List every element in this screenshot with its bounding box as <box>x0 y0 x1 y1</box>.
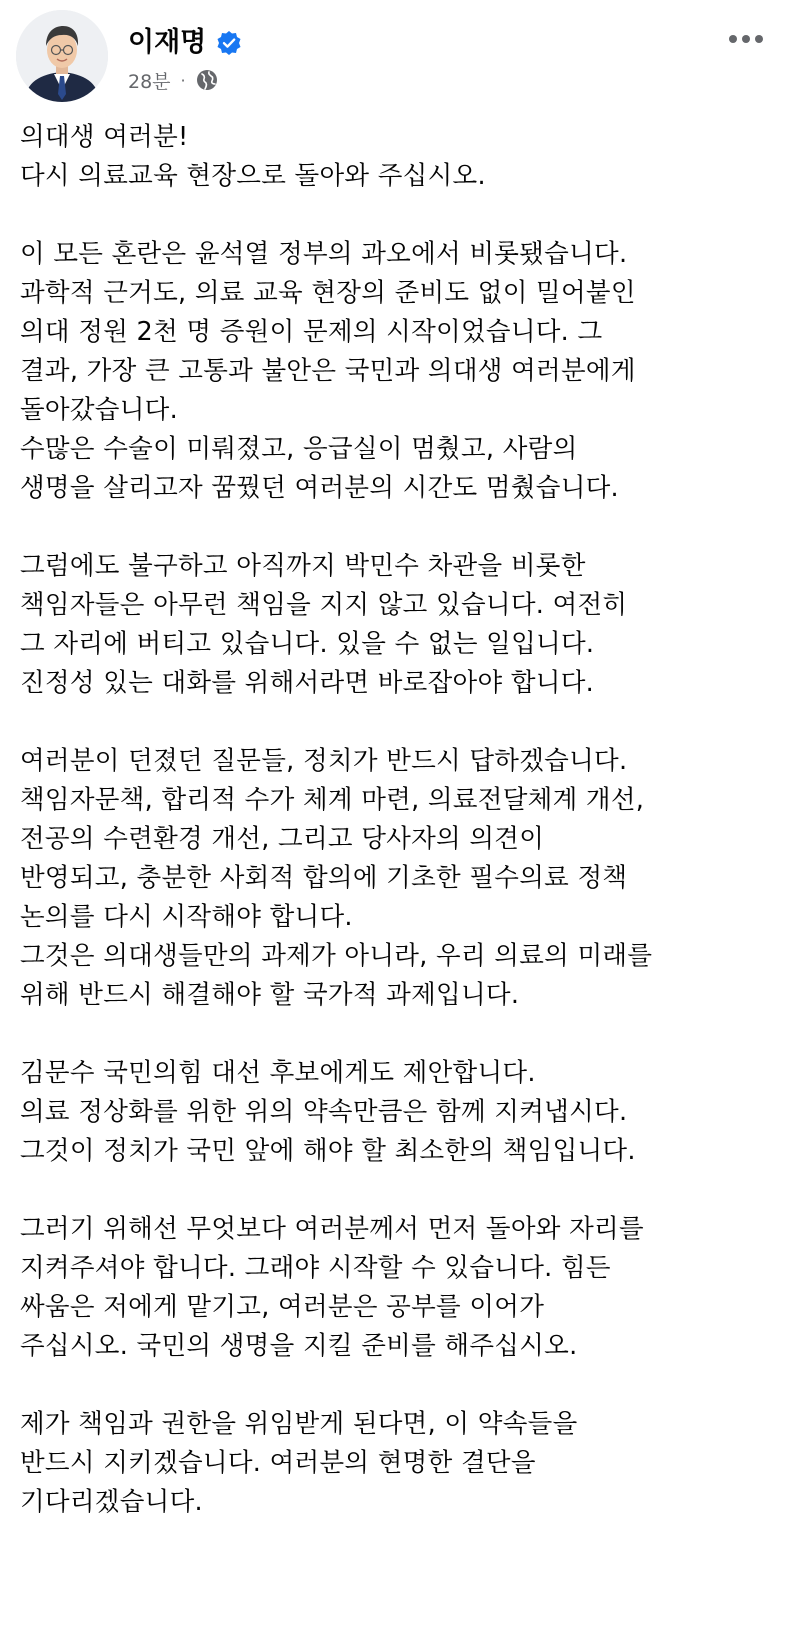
post-meta <box>128 66 218 94</box>
post-text-line: 그럼에도 불구하고 아직까지 박민수 차관을 비롯한 <box>20 551 586 581</box>
post-text-line: 돌아갔습니다. <box>20 395 179 425</box>
post-text-line: 논의를 다시 시작해야 합니다. <box>20 902 353 932</box>
post-text-line: 과학적 근거도, 의료 교육 현장의 준비도 없이 밀어붙인 <box>20 278 636 308</box>
post-paragraph <box>20 235 770 508</box>
post-text-line: 수많은 수술이 미뤄졌고, 응급실이 멈췄고, 사람의 <box>20 434 578 464</box>
post-text-line: 다시 의료교육 현장으로 돌아와 주십시오. <box>20 161 486 191</box>
author-avatar[interactable] <box>16 10 108 102</box>
post-text-line: 그러기 위해선 무엇보다 여러분께서 먼저 돌아와 자리를 <box>20 1214 644 1244</box>
post-text-line: 위해 반드시 해결해야 할 국가적 과제입니다. <box>20 980 520 1010</box>
post-header <box>16 10 770 102</box>
post-text-line: 그것은 의대생들만의 과제가 아니라, 우리 의료의 미래를 <box>20 941 653 971</box>
post-text-line: 김문수 국민의힘 대선 후보에게도 제안합니다. <box>20 1058 536 1088</box>
post-text-line: 책임자문책, 합리적 수가 체계 마련, 의료전달체계 개선, <box>20 785 645 815</box>
post-text-line: 그것이 정치가 국민 앞에 해야 할 최소한의 책임입니다. <box>20 1136 636 1166</box>
post-text-line: 반영되고, 충분한 사회적 합의에 기초한 필수의료 정책 <box>20 863 628 893</box>
post-text-line: 의료 정상화를 위한 위의 약속만큼은 함께 지켜냅시다. <box>20 1097 628 1127</box>
post-text-line: 이 모든 혼란은 윤석열 정부의 과오에서 비롯됐습니다. <box>20 239 628 269</box>
post-paragraph <box>20 1405 770 1522</box>
post-paragraph <box>20 1210 770 1366</box>
meta-separator: · <box>180 70 186 90</box>
post-text-line: 진정성 있는 대화를 위해서라면 바로잡아야 합니다. <box>20 668 595 698</box>
author-line <box>128 26 242 60</box>
post-text-line: 반드시 지키겠습니다. 여러분의 현명한 결단을 <box>20 1448 536 1478</box>
post-body <box>20 118 770 1561</box>
post-text-line: 여러분이 던졌던 질문들, 정치가 반드시 답하겠습니다. <box>20 746 628 776</box>
post-text-line: 의대생 여러분! <box>20 122 189 152</box>
post-paragraph <box>20 547 770 703</box>
post-text-line: 의대 정원 2천 명 증원이 문제의 시작이었습니다. 그 <box>20 317 603 347</box>
post-text-line: 제가 책임과 권한을 위임받게 된다면, 이 약속들을 <box>20 1409 578 1439</box>
author-name[interactable]: 이재명 <box>128 27 207 58</box>
post-text-line: 결과, 가장 큰 고통과 불안은 국민과 의대생 여러분에게 <box>20 356 636 386</box>
post-text-line: 책임자들은 아무런 책임을 지지 않고 있습니다. 여전히 <box>20 590 628 620</box>
post-text-line: 생명을 살리고자 꿈꿨던 여러분의 시간도 멈췄습니다. <box>20 473 619 503</box>
post-paragraph <box>20 1054 770 1171</box>
verified-badge-icon <box>216 30 242 56</box>
post-text-line: 전공의 수련환경 개선, 그리고 당사자의 의견이 <box>20 824 545 854</box>
post-text-line: 주십시오. 국민의 생명을 지킬 준비를 해주십시오. <box>20 1331 578 1361</box>
more-options-icon <box>728 29 764 48</box>
globe-icon[interactable] <box>196 69 218 91</box>
avatar-portrait-image <box>16 10 108 102</box>
post-text-line: 그 자리에 버티고 있습니다. 있을 수 없는 일입니다. <box>20 629 595 659</box>
post-text-line: 지켜주셔야 합니다. 그래야 시작할 수 있습니다. 힘든 <box>20 1253 611 1283</box>
post-text-line: 싸움은 저에게 맡기고, 여러분은 공부를 이어가 <box>20 1292 545 1322</box>
more-options-button[interactable] <box>724 24 768 52</box>
post-paragraph <box>20 118 770 196</box>
post-timestamp[interactable]: 28분 <box>128 70 171 93</box>
post-paragraph <box>20 742 770 1015</box>
post-text-line: 기다리겠습니다. <box>20 1487 203 1517</box>
